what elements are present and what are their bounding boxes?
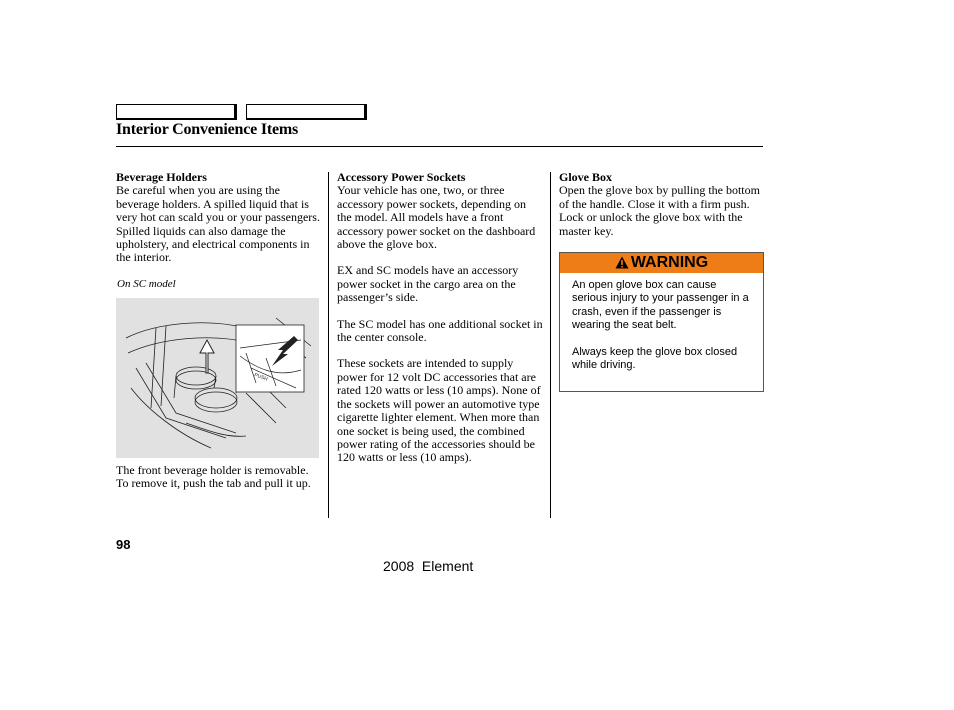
nav-tab-box-2[interactable]: [246, 104, 367, 120]
page-title: Interior Convenience Items: [116, 121, 299, 138]
column-glove-box: [559, 171, 763, 238]
glove-box-heading: Glove Box: [559, 170, 612, 184]
warning-box: [559, 252, 764, 392]
sockets-paragraph-3: The SC model has one additional socket in the center console.: [337, 316, 543, 345]
beverage-holder-removal-text: The front beverage holder is removable. To remove it, push the tab and pull it up.: [116, 463, 311, 491]
warning-triangle-icon: [615, 256, 629, 269]
column-beverage-holders: [116, 171, 322, 265]
title-divider: [116, 146, 763, 147]
glove-box-body: Open the glove box by pulling the bottom of the handle. Close it with a firm push. Lock or unlock the glove box with the master key.: [559, 183, 760, 238]
page-number: 98: [116, 537, 131, 552]
warning-header: [560, 253, 763, 273]
beverage-holders-heading: Beverage Holders: [116, 170, 207, 184]
accessory-power-sockets-heading: Accessory Power Sockets: [337, 170, 466, 184]
sockets-paragraph-2: EX and SC models have an accessory power socket in the cargo area on the passenger’s side.: [337, 263, 519, 305]
beverage-holder-illustration: [116, 298, 319, 458]
beverage-holder-drawing-icon: [116, 298, 319, 458]
column-divider-1: [328, 172, 329, 518]
sockets-paragraph-4: These sockets are intended to supply power for 12 volt DC accessories that are rated 120 watts or less (10 amps). None of the sockets will power an automotive type cigarette lighter element. When more than one socket is being used, the combined power rating of the accessories should be 120 watts or less (10 amps).: [337, 356, 541, 465]
warning-paragraph-1: An open glove box can cause serious injury to your passenger in a crash, even if the passenger is wearing the seat belt.: [572, 279, 749, 332]
sockets-paragraph-1: Your vehicle has one, two, or three accessory power sockets, depending on the model. All models have a front accessory power socket on the dashboard above the glove box.: [337, 183, 536, 252]
warning-paragraph-2: Always keep the glove box closed while driving.: [572, 345, 738, 372]
warning-body: [560, 273, 763, 372]
beverage-holders-body: Be careful when you are using the beverage holders. A spilled liquid that is very hot can scald you or your passengers. Spilled liquids can also damage the upholstery, and electrical components in the interior.: [116, 183, 320, 265]
figure-caption: On SC model: [117, 278, 176, 290]
column-divider-2: [550, 172, 551, 518]
footer-model-label: 2008 Element: [383, 558, 474, 574]
nav-tab-box-1[interactable]: [116, 104, 237, 120]
push-label: PUSH: [253, 372, 269, 383]
column-accessory-power-sockets: [337, 171, 543, 478]
warning-label: WARNING: [630, 254, 709, 271]
